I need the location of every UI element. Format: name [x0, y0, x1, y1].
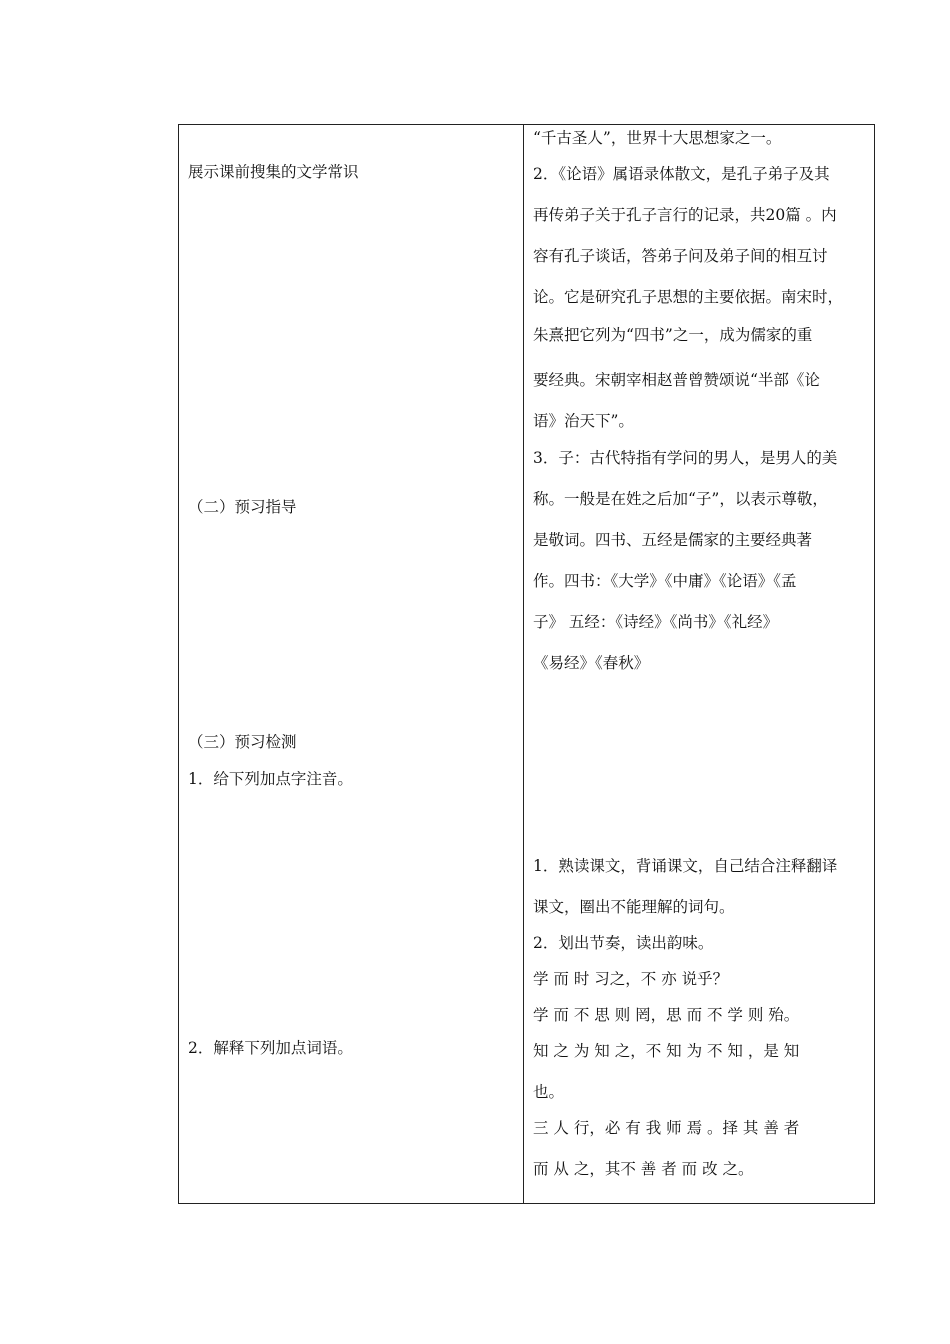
right-line: 再传弟子关于孔子言行的记录，共20篇 。内	[533, 206, 837, 224]
right-line: 学 而 不 思 则 罔，思 而 不 学 则 殆。	[533, 1006, 800, 1024]
worksheet-table	[178, 124, 875, 1204]
question-1: 1．给下列加点字注音。	[188, 770, 353, 788]
right-line: 2．划出节奏，读出韵味。	[533, 934, 714, 952]
right-line: 2．《论语》属语录体散文，是孔子弟子及其	[533, 165, 830, 183]
right-line: 称。一般是在姓之后加“子”，以表示尊敬，	[533, 490, 828, 508]
right-line: “千古圣人”，世界十大思想家之一。	[533, 129, 782, 147]
right-line: 语》治天下”。	[533, 412, 634, 430]
section-preview-test: （三）预习检测	[188, 733, 297, 751]
right-line: 知 之 为 知 之，不 知 为 不 知 ，是 知	[533, 1042, 800, 1060]
literature-heading: 展示课前搜集的文学常识	[188, 163, 359, 181]
right-line: 也。	[533, 1083, 565, 1101]
right-line: 1．熟读课文，背诵课文，自己结合注释翻译	[533, 857, 838, 875]
right-line: 课文，圈出不能理解的词句。	[533, 898, 735, 916]
right-line: 3．子：古代特指有学问的男人，是男人的美	[533, 449, 838, 467]
right-line: 要经典。宋朝宰相赵普曾赞颂说“半部《论	[533, 371, 820, 389]
question-2: 2．解释下列加点词语。	[188, 1039, 353, 1057]
right-line: 论。它是研究孔子思想的主要依据。南宋时，	[533, 288, 844, 306]
right-line: 容有孔子谈话，答弟子问及弟子间的相互讨	[533, 247, 828, 265]
right-line: 《易经》《春秋》	[533, 654, 650, 672]
right-line: 子》 五经：《诗经》《尚书》《礼经》	[533, 613, 779, 631]
column-divider	[523, 125, 524, 1203]
right-line: 三 人 行，必 有 我 师 焉 。择 其 善 者	[533, 1119, 800, 1137]
right-line: 而 从 之，其不 善 者 而 改 之。	[533, 1160, 754, 1178]
right-line: 是敬词。四书、五经是儒家的主要经典著	[533, 531, 813, 549]
right-line: 作。四书：《大学》《中庸》《论语》《孟	[533, 572, 797, 590]
right-line: 学 而 时 习之，不 亦 说乎？	[533, 970, 729, 988]
section-preview-guide: （二）预习指导	[188, 498, 297, 516]
right-line: 朱熹把它列为“四书”之一，成为儒家的重	[533, 326, 813, 344]
